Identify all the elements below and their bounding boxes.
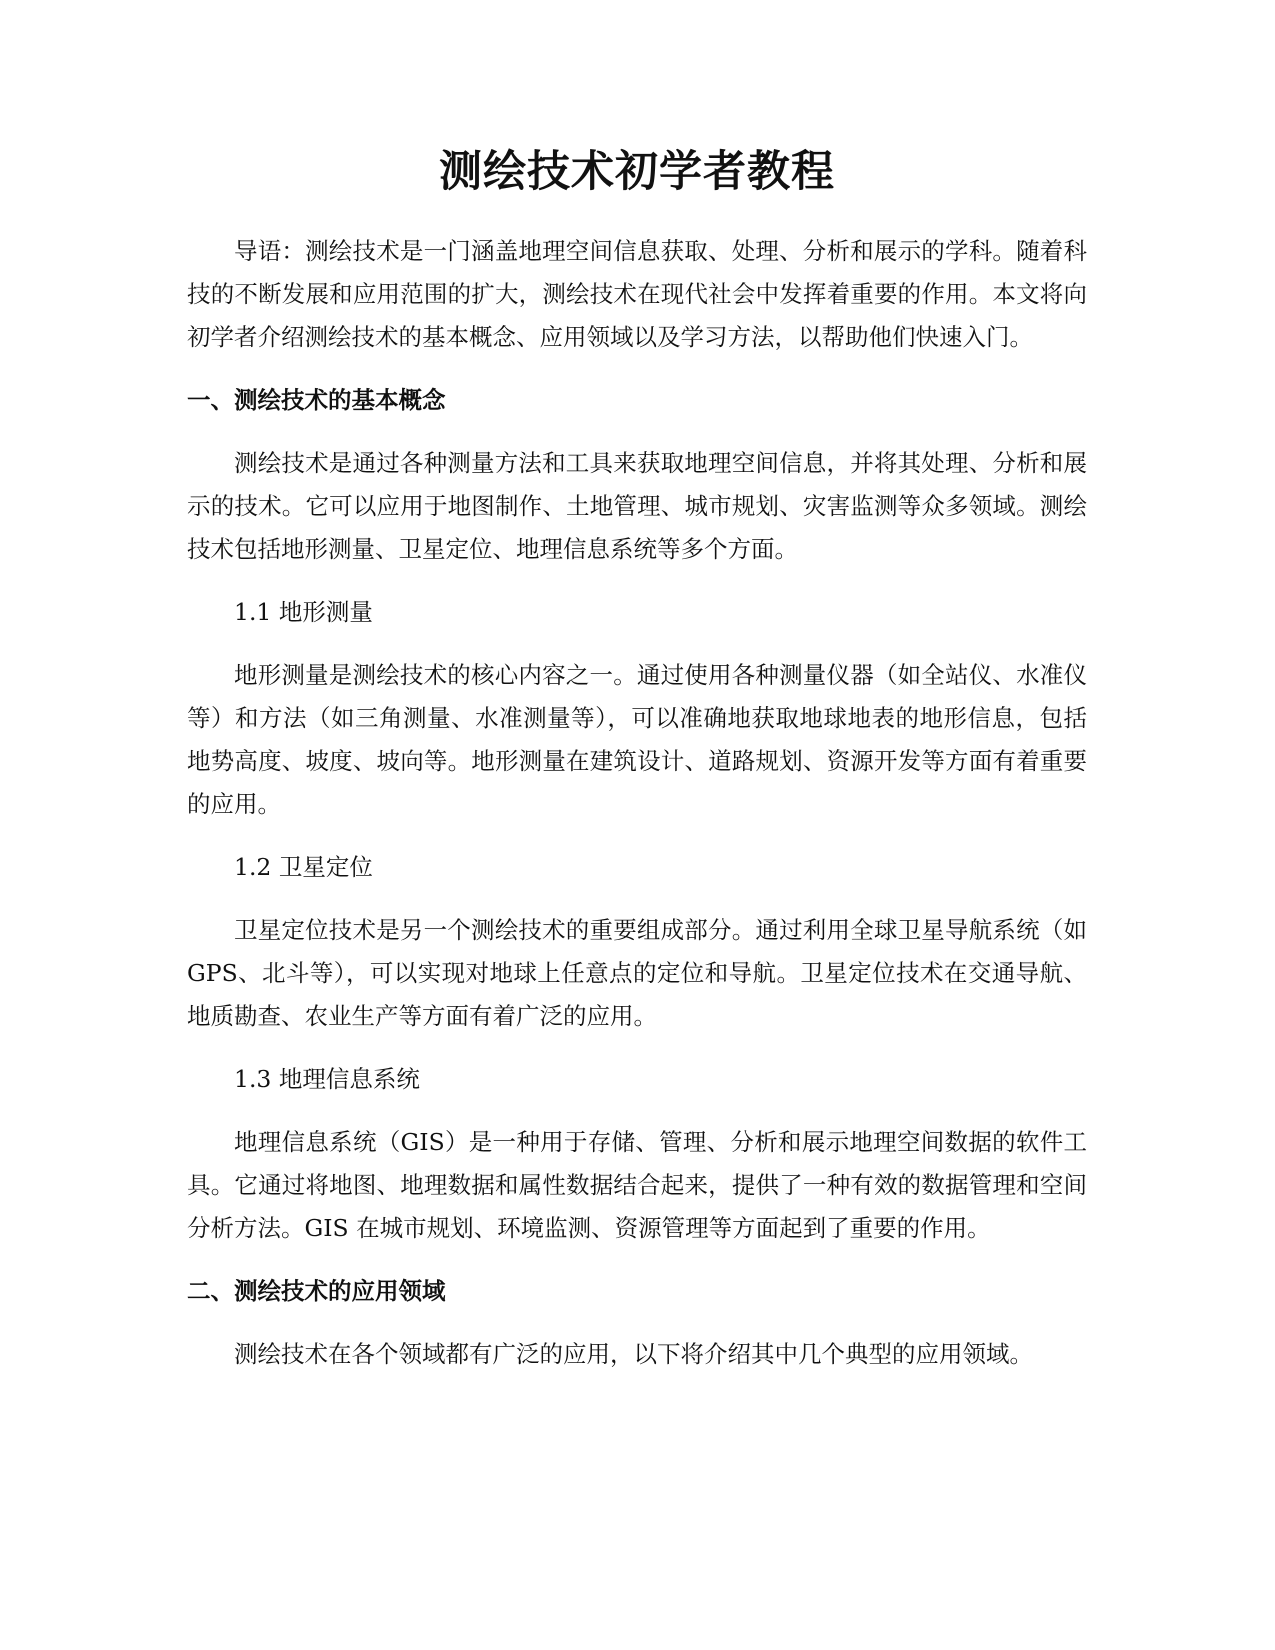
document-title: 测绘技术初学者教程 [439,147,835,197]
section-1-paragraph: 测绘技术是通过各种测量方法和工具来获取地理空间信息，并将其处理、分析和展示的技术。它可以应用于地图制作、土地管理、城市规划、灾害监测等众多领域。测绘技术包括地形测量、卫星定位、地理信息系统等多个方面。 [187,449,1087,563]
subsection-1-2-paragraph: 卫星定位技术是另一个测绘技术的重要组成部分。通过利用全球卫星导航系统（如 GPS、北斗等），可以实现对地球上任意点的定位和导航。卫星定位技术在交通导航、地质勘查、农业生产等方面有着广泛的应用。 [187,916,1087,1030]
section-2-paragraph: 测绘技术在各个领域都有广泛的应用，以下将介绍其中几个典型的应用领域。 [234,1340,1033,1368]
section-1-heading: 一、测绘技术的基本概念 [187,386,446,414]
subsection-1-1-title: 1.1 地形测量 [234,598,373,626]
subsection-1-3-title: 1.3 地理信息系统 [234,1065,420,1093]
subsection-1-2-title: 1.2 卫星定位 [234,853,373,881]
subsection-1-3-paragraph: 地理信息系统（GIS）是一种用于存储、管理、分析和展示地理空间数据的软件工具。它通过将地图、地理数据和属性数据结合起来，提供了一种有效的数据管理和空间分析方法。GIS 在城市规划、环境监测、资源管理等方面起到了重要的作用。 [187,1128,1087,1242]
document-page [187,140,1087,1396]
subsection-1-1-paragraph: 地形测量是测绘技术的核心内容之一。通过使用各种测量仪器（如全站仪、水准仪等）和方法（如三角测量、水准测量等），可以准确地获取地球地表的地形信息，包括地势高度、坡度、坡向等。地形测量在建筑设计、道路规划、资源开发等方面有着重要的应用。 [187,661,1087,818]
section-2-heading: 二、测绘技术的应用领域 [187,1277,446,1305]
intro-paragraph: 导语：测绘技术是一门涵盖地理空间信息获取、处理、分析和展示的学科。随着科技的不断发展和应用范围的扩大，测绘技术在现代社会中发挥着重要的作用。本文将向初学者介绍测绘技术的基本概念、应用领域以及学习方法，以帮助他们快速入门。 [187,237,1087,351]
